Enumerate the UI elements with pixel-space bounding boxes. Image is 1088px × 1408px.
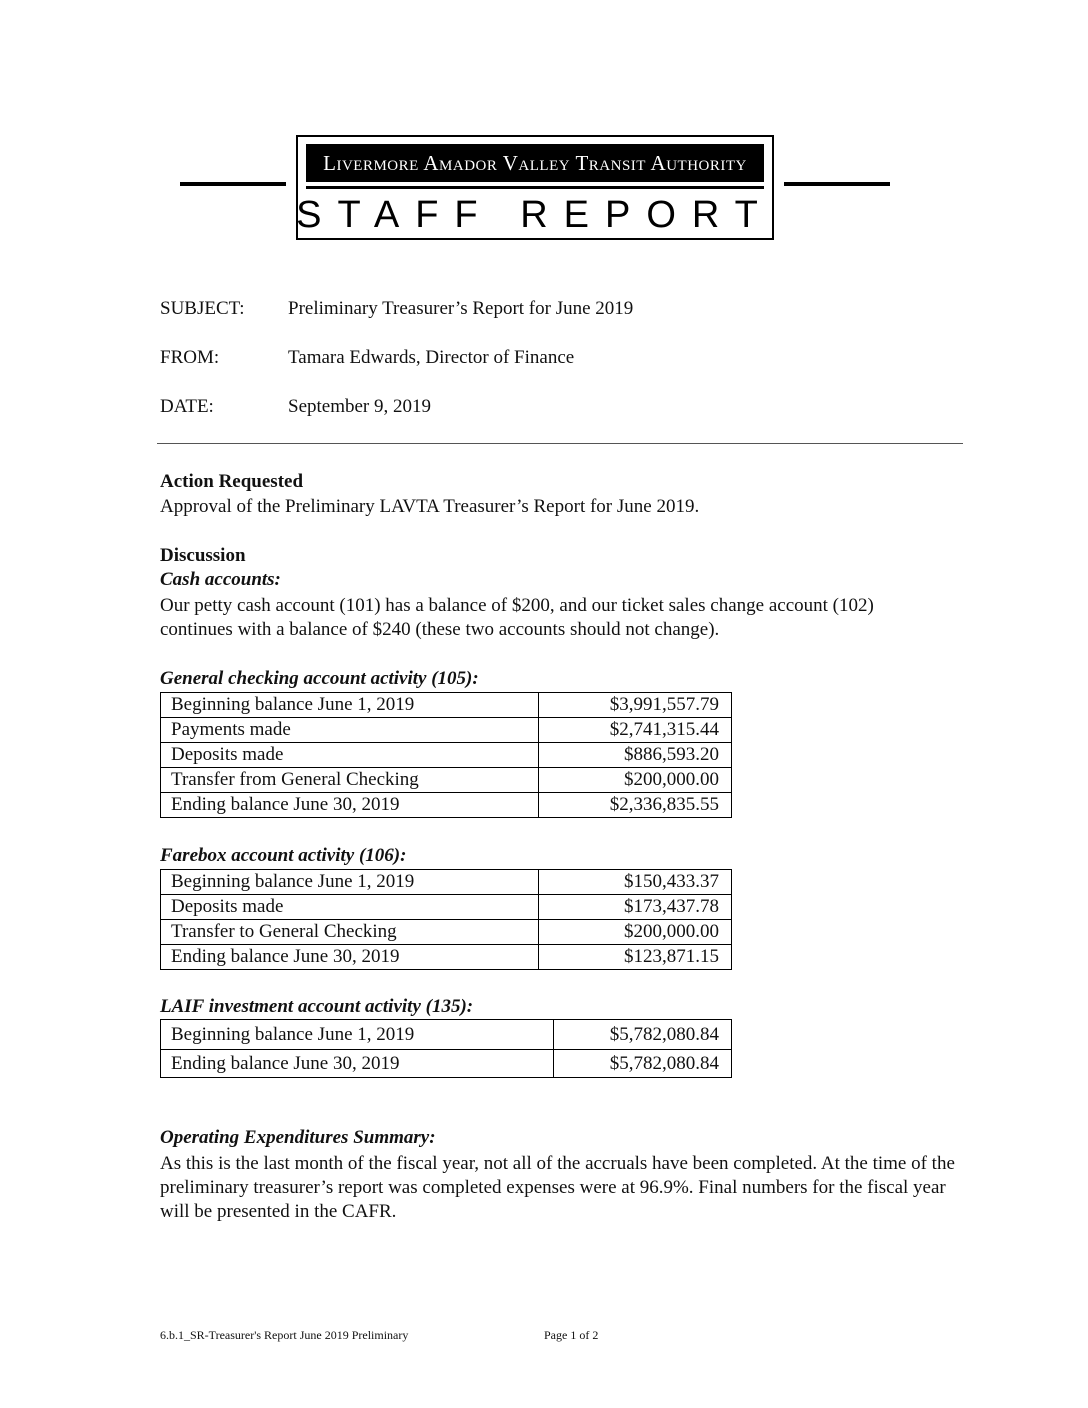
farebox-table xyxy=(160,869,732,970)
subject-label: SUBJECT: xyxy=(160,298,245,319)
masthead-left-rule xyxy=(180,182,286,186)
masthead-divider xyxy=(306,186,764,189)
table-row xyxy=(161,1020,732,1050)
table-row xyxy=(161,693,732,718)
row-amount: $200,000.00 xyxy=(539,768,732,793)
footer-page-number: Page 1 of 2 xyxy=(544,1328,599,1342)
table-row xyxy=(161,743,732,768)
general-checking-heading: General checking account activity (105): xyxy=(160,668,479,689)
row-amount: $123,871.15 xyxy=(539,945,732,970)
row-label: Deposits made xyxy=(161,895,539,920)
row-label: Deposits made xyxy=(161,743,539,768)
laif-table xyxy=(160,1019,732,1078)
row-amount: $5,782,080.84 xyxy=(554,1050,732,1078)
table-row xyxy=(161,895,732,920)
masthead-right-rule xyxy=(784,182,890,186)
row-label: Payments made xyxy=(161,718,539,743)
row-label: Beginning balance June 1, 2019 xyxy=(161,693,539,718)
action-text: Approval of the Preliminary LAVTA Treasurer’s Report for June 2019. xyxy=(160,496,700,517)
row-amount: $2,741,315.44 xyxy=(539,718,732,743)
row-amount: $173,437.78 xyxy=(539,895,732,920)
laif-heading: LAIF investment account activity (135): xyxy=(160,996,474,1017)
row-label: Transfer to General Checking xyxy=(161,920,539,945)
cash-accounts-heading: Cash accounts: xyxy=(160,569,281,590)
row-amount: $200,000.00 xyxy=(539,920,732,945)
opex-heading: Operating Expenditures Summary: xyxy=(160,1127,436,1148)
row-label: Ending balance June 30, 2019 xyxy=(161,1050,554,1078)
general-checking-table xyxy=(160,692,732,818)
row-label: Transfer from General Checking xyxy=(161,768,539,793)
discussion-heading: Discussion xyxy=(160,545,246,566)
cash-accounts-text: Our petty cash account (101) has a balance of $200, and our ticket sales change account (102) continues with a balance of $240 (these two accounts should not change). xyxy=(160,595,874,640)
footer-filename: 6.b.1_SR-Treasurer's Report June 2019 Preliminary xyxy=(160,1328,409,1342)
row-amount: $3,991,557.79 xyxy=(539,693,732,718)
table-row xyxy=(161,1050,732,1078)
table-row xyxy=(161,945,732,970)
masthead-band xyxy=(306,144,764,182)
report-title: STAFF REPORT xyxy=(296,193,774,236)
row-label: Beginning balance June 1, 2019 xyxy=(161,1020,554,1050)
table-row xyxy=(161,920,732,945)
from-label: FROM: xyxy=(160,347,220,368)
row-amount: $150,433.37 xyxy=(539,870,732,895)
row-label: Ending balance June 30, 2019 xyxy=(161,945,539,970)
row-amount: $2,336,835.55 xyxy=(539,793,732,818)
header-divider xyxy=(157,443,963,444)
date-label: DATE: xyxy=(160,396,214,417)
farebox-heading: Farebox account activity (106): xyxy=(160,845,407,866)
subject-value: Preliminary Treasurer’s Report for June 2019 xyxy=(288,298,634,319)
date-value: September 9, 2019 xyxy=(288,396,432,417)
organization-name: Livermore Amador Valley Transit Authority xyxy=(323,150,747,175)
masthead xyxy=(296,135,774,240)
table-row xyxy=(161,870,732,895)
table-row xyxy=(161,793,732,818)
action-heading: Action Requested xyxy=(160,471,304,492)
row-amount: $5,782,080.84 xyxy=(554,1020,732,1050)
row-amount: $886,593.20 xyxy=(539,743,732,768)
opex-text: As this is the last month of the fiscal year, not all of the accruals have been completed. At the time of the preliminary treasurer’s report was completed expenses were at 96.9%. Final numbers for the fiscal year will be presented in the CAFR. xyxy=(160,1153,955,1222)
row-label: Beginning balance June 1, 2019 xyxy=(161,870,539,895)
from-value: Tamara Edwards, Director of Finance xyxy=(288,347,575,368)
table-row xyxy=(161,718,732,743)
table-row xyxy=(161,768,732,793)
row-label: Ending balance June 30, 2019 xyxy=(161,793,539,818)
